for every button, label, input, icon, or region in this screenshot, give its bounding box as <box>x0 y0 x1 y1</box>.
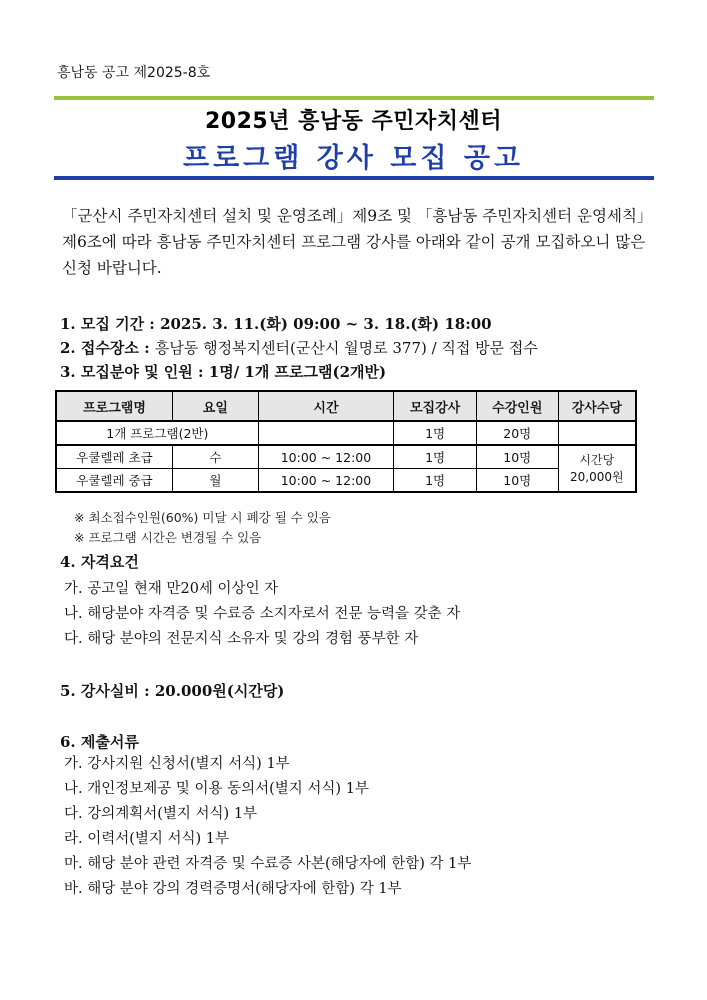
section-field-value: 1명/ 1개 프로그램(2개반) <box>208 363 387 381</box>
section-period <box>60 313 492 334</box>
summary-fee <box>558 421 636 445</box>
row-students: 10명 <box>476 445 558 469</box>
section-period-label: 1. 모집 기간 : <box>60 315 155 333</box>
table-header: 모집강사 <box>394 391 477 421</box>
title-top-bar <box>54 96 654 100</box>
title-line2: 프로그램 강사 모집 공고 <box>182 143 525 174</box>
doc-item: 가. 강사지원 신청서(별지 서식) 1부 <box>64 756 290 772</box>
fee-cell <box>558 445 636 492</box>
row-students: 10명 <box>476 469 558 493</box>
section-qual-label: 4. 자격요건 <box>60 553 139 571</box>
doc-item: 라. 이력서(별지 서식) 1부 <box>64 831 230 847</box>
table-header: 프로그램명 <box>56 391 173 421</box>
program-table <box>55 390 637 493</box>
title-line1: 2025년 흥남동 주민자치센터 <box>204 109 503 134</box>
fee-line1: 시간당 <box>579 452 615 467</box>
note-item: ※ 프로그램 시간은 변경될 수 있음 <box>74 530 262 545</box>
intro-paragraph: 「군산시 주민자치센터 설치 및 운영조례」제9조 및 「흥남동 주민자치센터 운영세칙」제6조에 따라 흥남동 주민자치센터 프로그램 강사를 아래와 같이 공개 모집하오니 많은 신청 바랍니다. <box>62 207 653 277</box>
section-field <box>60 361 386 382</box>
section-fee-value: 20.000원(시간당) <box>154 682 285 700</box>
row-name: 우쿨렐레 중급 <box>56 469 173 493</box>
table-header: 강사수당 <box>558 391 636 421</box>
section-place-value: 흥남동 행정복지센터(군산시 월명로 377) / 직접 방문 접수 <box>154 339 538 357</box>
table-header-row <box>56 391 636 421</box>
table-header: 요일 <box>173 391 259 421</box>
row-instructors: 1명 <box>394 445 477 469</box>
qual-item: 다. 해당 분야의 전문지식 소유자 및 강의 경험 풍부한 자 <box>64 631 419 647</box>
doc-item: 나. 개인정보제공 및 이용 동의서(별지 서식) 1부 <box>64 781 369 797</box>
title-bottom-bar <box>54 176 654 180</box>
section-place-label: 2. 접수장소 : <box>60 339 150 357</box>
table-summary-row <box>56 421 636 445</box>
section-fee <box>60 680 284 701</box>
table-header: 시간 <box>258 391 394 421</box>
row-day: 수 <box>173 445 259 469</box>
row-day: 월 <box>173 469 259 493</box>
notice-number: 흥남동 공고 제2025-8호 <box>57 65 211 81</box>
doc-item: 마. 해당 분야 관련 자격증 및 수료증 사본(해당자에 한함) 각 1부 <box>64 856 472 872</box>
summary-name: 1개 프로그램(2반) <box>56 421 258 445</box>
row-name: 우쿨렐레 초급 <box>56 445 173 469</box>
table-row <box>56 445 636 469</box>
qual-item: 가. 공고일 현재 만20세 이상인 자 <box>64 581 279 597</box>
doc-item: 다. 강의계획서(별지 서식) 1부 <box>64 806 258 822</box>
fee-line2: 20,000원 <box>570 469 624 484</box>
section-period-value: 2025. 3. 11.(화) 09:00 ~ 3. 18.(화) 18:00 <box>160 315 492 333</box>
row-instructors: 1명 <box>394 469 477 493</box>
table-header: 수강인원 <box>476 391 558 421</box>
summary-students: 20명 <box>476 421 558 445</box>
section-place <box>60 337 538 358</box>
row-time: 10:00 ~ 12:00 <box>258 445 394 469</box>
table-row <box>56 469 636 493</box>
section-field-label: 3. 모집분야 및 인원 : <box>60 363 204 381</box>
doc-item: 바. 해당 분야 강의 경력증명서(해당자에 한함) 각 1부 <box>64 881 402 897</box>
section-fee-label: 5. 강사실비 : <box>60 682 150 700</box>
qual-item: 나. 해당분야 자격증 및 수료증 소지자로서 전문 능력을 갖춘 자 <box>64 606 461 622</box>
summary-time <box>258 421 394 445</box>
section-docs-label: 6. 제출서류 <box>60 733 139 751</box>
row-time: 10:00 ~ 12:00 <box>258 469 394 493</box>
summary-instructors: 1명 <box>394 421 477 445</box>
note-item: ※ 최소접수인원(60%) 미달 시 폐강 될 수 있음 <box>74 510 331 525</box>
